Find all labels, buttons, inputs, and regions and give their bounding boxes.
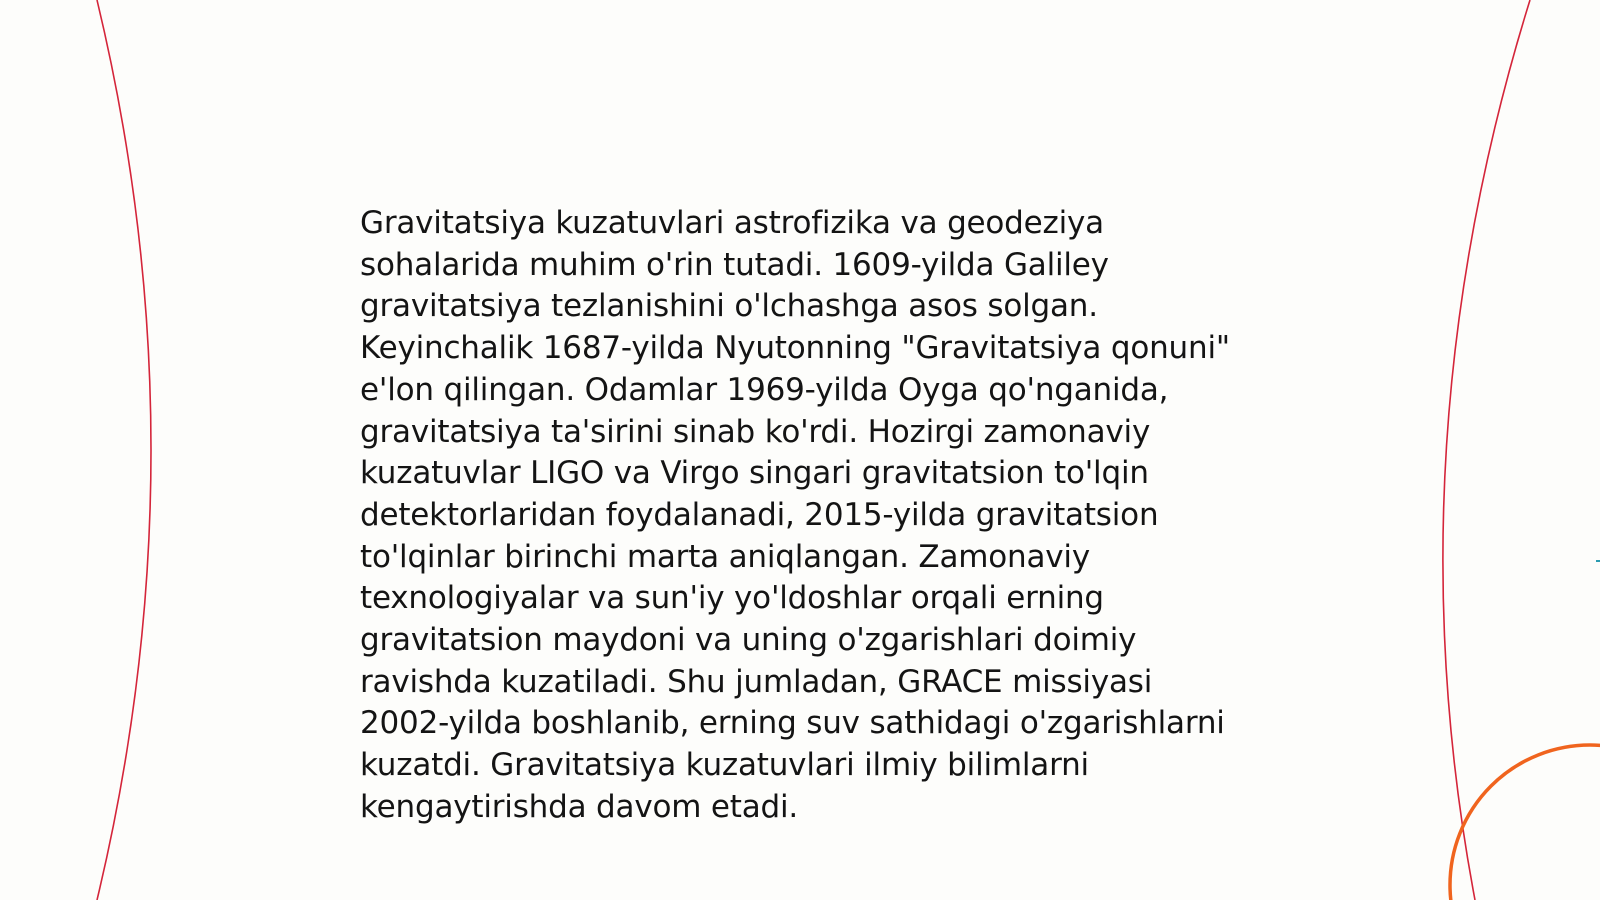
left-red-curve	[97, 0, 151, 900]
orange-ring	[1450, 745, 1600, 900]
body-paragraph: Gravitatsiya kuzatuvlari astrofizika va geodeziya sohalarida muhim o'rin tutadi. 1609-yilda Galiley gravitatsiya tezlanishini o'lchashga asos solgan. Keyinchalik 1687-yilda Nyutonning "Gravitatsiya qonuni" e'lon qilingan. Odamlar 1969-yilda Oyga qo'nganida, gravitatsiya ta'sirini sinab ko'rdi. Hozirgi zamonaviy kuzatuvlar LIGO va Virgo singari gravitatsion to'lqin detektorlaridan foydalanadi, 2015-yilda gravitatsion to'lqinlar birinchi marta aniqlangan. Zamonaviy texnologiyalar va sun'iy yo'ldoshlar orqali erning gravitatsion maydoni va uning o'zgarishlari doimiy ravishda kuzatiladi. Shu jumladan, GRACE missiyasi 2002-yilda boshlanib, erning suv sathidagi o'zgarishlarni kuzatdi. Gravitatsiya kuzatuvlari ilmiy bilimlarni kengaytirishda davom etadi.	[360, 205, 1230, 825]
